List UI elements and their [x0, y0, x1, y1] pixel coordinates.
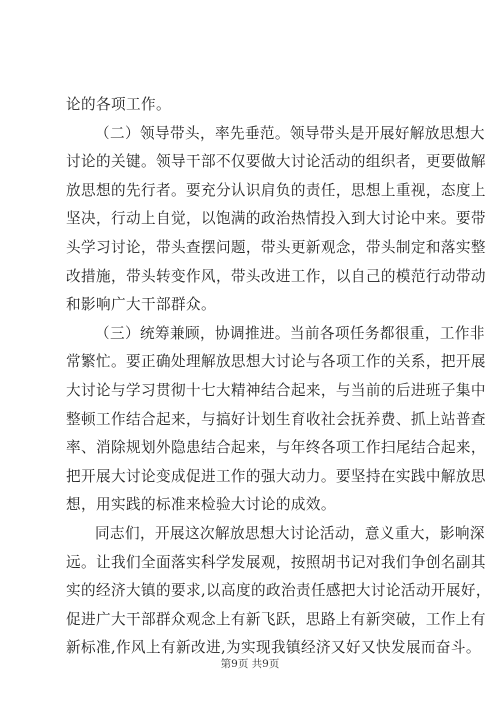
- text-line: 整顿工作结合起来，与搞好计划生育收社会抚养费、抓上站普查: [66, 410, 486, 428]
- text-line: 常繁忙。要正确处理解放思想大讨论与各项工作的关系，把开展: [66, 353, 486, 371]
- paragraph-coordination: [66, 320, 486, 520]
- text-line: 同志们，开展这次解放思想大讨论活动，意义重大，影响深: [95, 524, 485, 542]
- text-line: 坚决，行动上自觉，以饱满的政治热情投入到大讨论中来。要带: [66, 210, 486, 228]
- paragraph-closing: [66, 520, 491, 663]
- document-body: [66, 91, 491, 663]
- continuation-paragraph: [66, 91, 442, 120]
- text-line: 头学习讨论，带头查摆问题，带头更新观念，带头制定和落实整: [66, 238, 486, 256]
- text-line: 放思想的先行者。要充分认识肩负的责任，思想上重视，态度上: [66, 181, 486, 199]
- text-line: （二）领导带头，率先垂范。领导带头是开展好解放思想大: [95, 124, 485, 142]
- text-line: 讨论的关键。领导干部不仅要做大讨论活动的组织者，更要做解: [66, 153, 486, 171]
- text-line: 想，用实践的标准来检验大讨论的成效。: [66, 496, 336, 514]
- text-line: （三）统筹兼顾，协调推进。当前各项任务都很重，工作非: [95, 324, 485, 342]
- text-line: 改措施，带头转变作风，带头改进工作，以自己的模范行动带动: [66, 267, 486, 285]
- text-line: 促进广大干部群众观念上有新飞跃，思路上有新突破，工作上有: [66, 610, 486, 628]
- text-line: 新标准,作风上有新改进,为实现我镇经济又好又快发展而奋斗。: [66, 639, 481, 657]
- text-line: 实的经济大镇的要求,以高度的政治责任感把大讨论活动开展好，: [66, 582, 491, 600]
- page-number-footer: 第9页 共9页: [220, 658, 280, 670]
- text-line: 大讨论与学习贯彻十七大精神结合起来，与当前的后进班子集中: [66, 381, 486, 399]
- text-line: 率、消除规划外隐患结合起来，与年终各项工作扫尾结合起来，: [66, 439, 486, 457]
- text-line: 论的各项工作。: [66, 96, 171, 113]
- text-line: 和影响广大干部群众。: [66, 296, 216, 314]
- paragraph-leadership: [66, 120, 486, 320]
- text-line: 把开展大讨论变成促进工作的强大动力。要坚持在实践中解放思: [66, 467, 486, 485]
- text-line: 远。让我们全面落实科学发展观，按照胡书记对我们争创名副其: [66, 553, 486, 571]
